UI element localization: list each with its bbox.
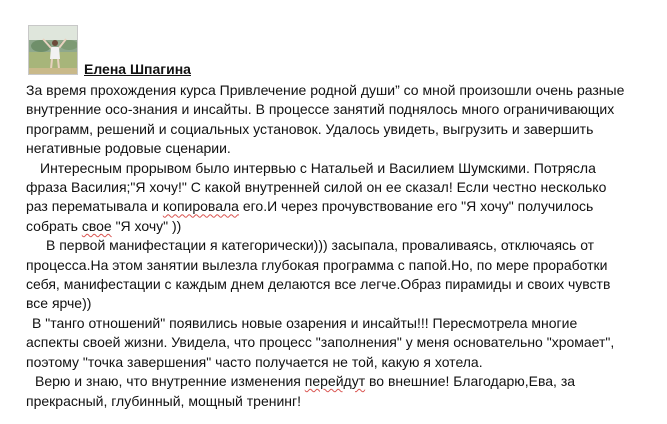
author-name[interactable]: Елена Шпагина (84, 61, 191, 77)
text-span: его.И через прочувствование его "Я хочу" получилось (238, 198, 594, 215)
text-line: негативные родовые сценарии. (26, 140, 231, 157)
text-line: В первой манифестации я категорически))) засыпала, проваливаясь, отключаясь от (46, 237, 595, 254)
text-line: процесса.На этом занятии вылезла глубокая программа с папой.Но, по мере проработки (26, 256, 608, 273)
text-line: прекрасный, глубинный, мощный тренинг! (26, 392, 302, 409)
text-line: Интересным прорывом было интервью с Натальей и Василием Шумскими. Потрясла (40, 159, 596, 176)
text-line (26, 372, 651, 391)
text-span: собрать (26, 217, 82, 234)
text-line: поэтому "точка завершения" часто получается не той, какую я хотела. (26, 353, 483, 370)
text-line: себя, манифестации с каждым днем делаются все легче.Образ пирамиды и своих чувств (26, 276, 611, 293)
text-span: во внешние! Благодарю,Ева, за (365, 373, 576, 390)
avatar-photo (29, 26, 78, 75)
text-line (26, 217, 651, 236)
spellcheck-word: свое (81, 217, 112, 234)
review-text (26, 81, 651, 411)
text-line: За время прохождения курса Привлечение родной души” со мной произошли очень разные (26, 82, 625, 98)
text-line: фраза Василия;"Я хочу!" С какой внутренней силой он ее сказал! Если честно несколько (26, 179, 607, 196)
text-span: раз перематывала и (26, 198, 163, 215)
text-line: аспекты своей жизни. Увидела, что процесс "заполнения" у меня основательно "хромает", (26, 334, 615, 351)
text-span: "Я хочу" )) (111, 217, 182, 234)
spellcheck-word: перейдут (304, 373, 366, 390)
spellcheck-word: копировала (162, 198, 239, 215)
text-line: программ, решений и социальных установок. Удалось увидеть, выгрузить и завершить (26, 120, 594, 137)
text-line: внутренние осо-знания и инсайты. В процессе занятий поднялось много ограничивающих (26, 101, 615, 118)
text-line: В "танго отношений" появились новые озарения и инсайты!!! Пересмотрела многие (32, 314, 578, 331)
text-line: все ярче)) (26, 295, 92, 312)
text-span: Верю и знаю, что внутренние изменения (35, 373, 305, 390)
text-line (26, 197, 651, 216)
photo-avatar-icon (28, 25, 78, 75)
